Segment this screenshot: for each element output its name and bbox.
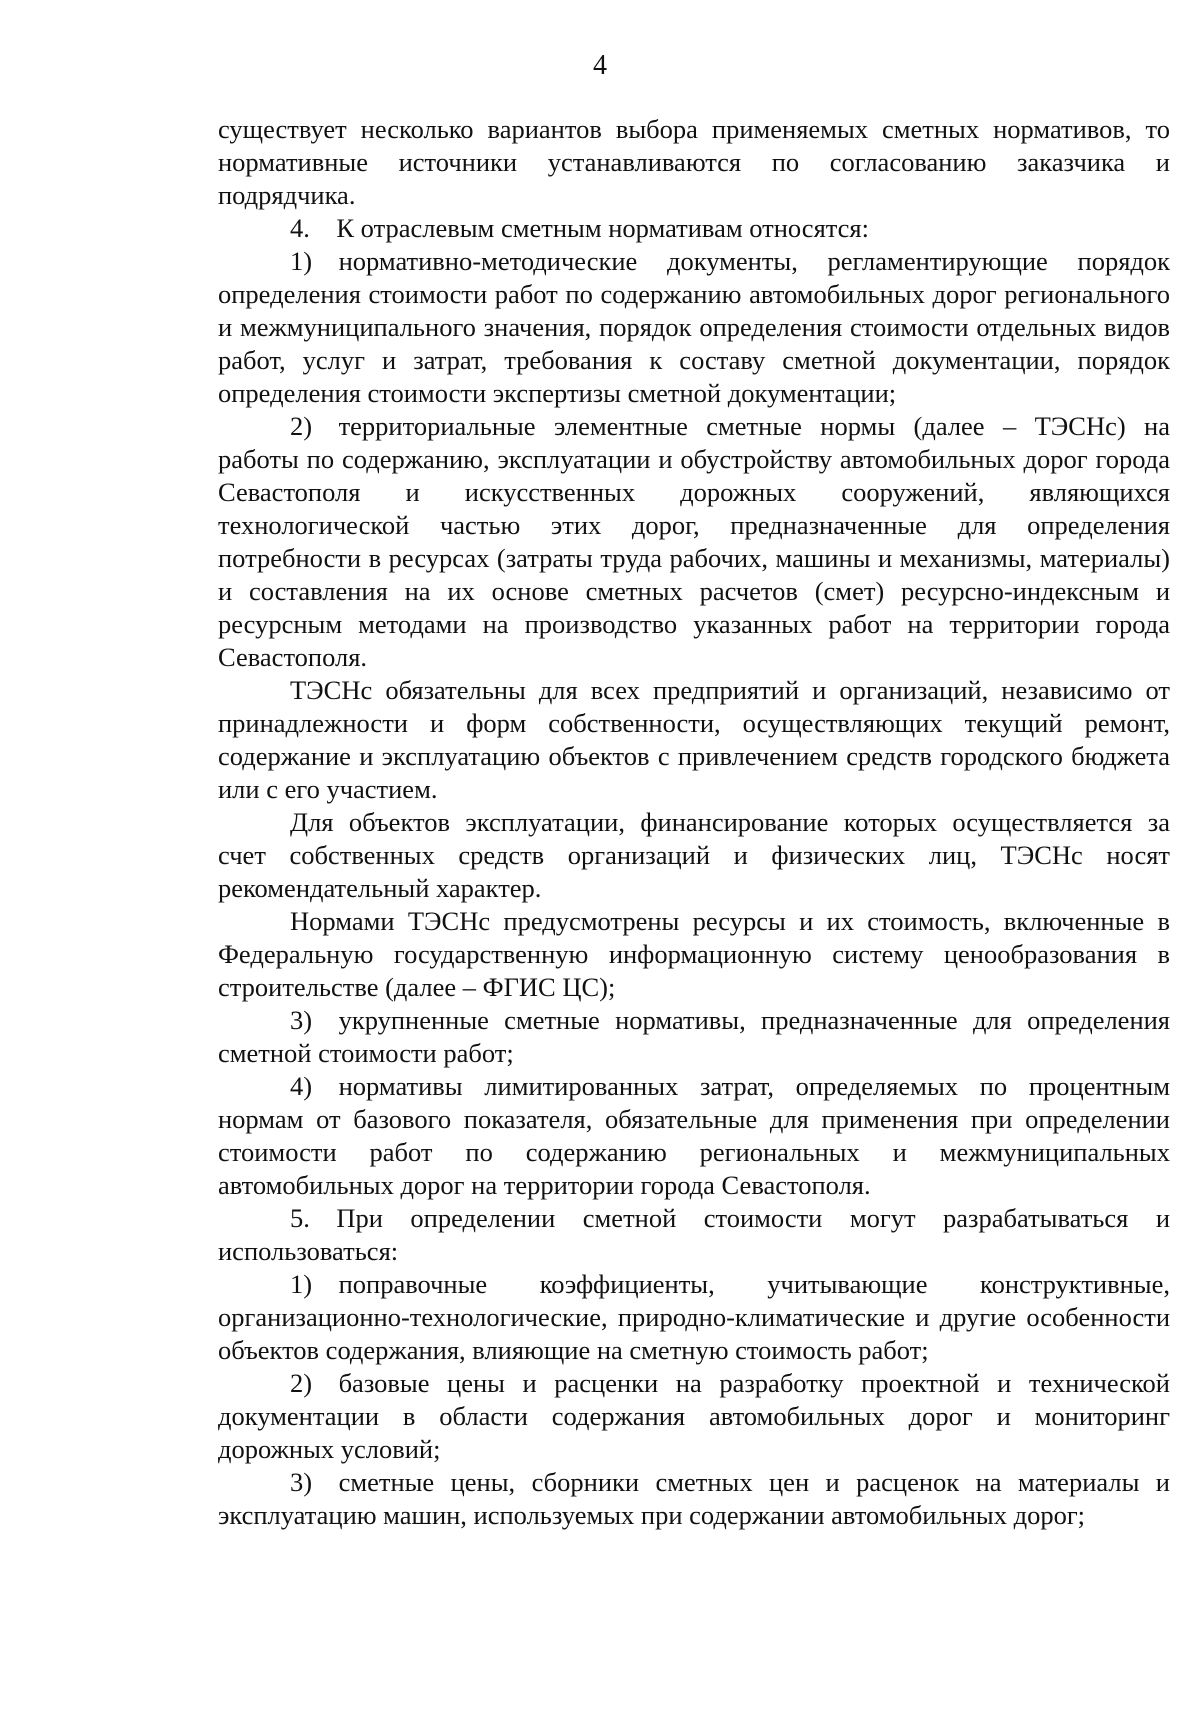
- paragraph-item-4: 4. К отраслевым сметным нормативам относятся:: [290, 213, 869, 243]
- paragraph-subitem-2-tesns: 2) территориальные элементные сметные нормы (далее – ТЭСНс) на работы по содержанию, эксплуатации и обустройству автомобильных дорог города Севастополя и искусственных дорожных сооружений, являющихся технологической частью этих дорог, предназначенные для определения потребности в ресурсах (затраты труда рабочих, машины и механизмы, материалы) и составления на их основе сметных расчетов (смет) ресурсно-индексным и ресурсным методами на производство указанных работ на территории города Севастополя.: [218, 411, 1170, 672]
- paragraph-subitem-4-limited-costs: 4) нормативы лимитированных затрат, определяемых по процентным нормам от базового показателя, обязательные для применения при определении стоимости работ по содержанию региональных и межмуниципальных автомобильных дорог на территории города Севастополя.: [218, 1071, 1170, 1200]
- paragraph-item-5-subitem-2: 2) базовые цены и расценки на разработку проектной и технической документации в области содержания автомобильных дорог и мониторинг дорожных условий;: [218, 1368, 1170, 1464]
- paragraph-item-5: 5. При определении сметной стоимости могут разрабатываться и использоваться:: [218, 1203, 1170, 1266]
- paragraph-intro-continuation: существует несколько вариантов выбора применяемых сметных нормативов, то нормативные источники устанавливаются по согласованию заказчика и подрядчика.: [218, 114, 1170, 210]
- document-body: [218, 113, 1170, 1532]
- paragraph-item-5-subitem-3: 3) сметные цены, сборники сметных цен и расценок на материалы и эксплуатацию машин, используемых при содержании автомобильных дорог;: [218, 1467, 1170, 1530]
- paragraph-tesns-mandatory: ТЭСНс обязательны для всех предприятий и организаций, независимо от принадлежности и форм собственности, осуществляющих текущий ремонт, содержание и эксплуатацию объектов с привлечением средств городского бюджета или с его участием.: [218, 675, 1170, 804]
- paragraph-tesns-recommendatory: Для объектов эксплуатации, финансирование которых осуществляется за счет собственных средств организаций и физических лиц, ТЭСНс носят рекомендательный характер.: [218, 807, 1170, 903]
- paragraph-subitem-1-methodical-docs: 1) нормативно-методические документы, регламентирующие порядок определения стоимости работ по содержанию автомобильных дорог регионального и межмуниципального значения, порядок определения стоимости отдельных видов работ, услуг и затрат, требования к составу сметной документации, порядок определения стоимости экспертизы сметной документации;: [218, 246, 1170, 408]
- paragraph-tesns-resources: Нормами ТЭСНс предусмотрены ресурсы и их стоимость, включенные в Федеральную государственную информационную систему ценообразования в строительстве (далее – ФГИС ЦС);: [218, 906, 1170, 1002]
- page-number: 4: [593, 50, 607, 81]
- paragraph-item-5-subitem-1: 1) поправочные коэффициенты, учитывающие конструктивные, организационно-технологические, природно-климатические и другие особенности объектов содержания, влияющие на сметную стоимость работ;: [218, 1269, 1170, 1365]
- paragraph-subitem-3-enlarged-norms: 3) укрупненные сметные нормативы, предназначенные для определения сметной стоимости работ;: [218, 1005, 1170, 1068]
